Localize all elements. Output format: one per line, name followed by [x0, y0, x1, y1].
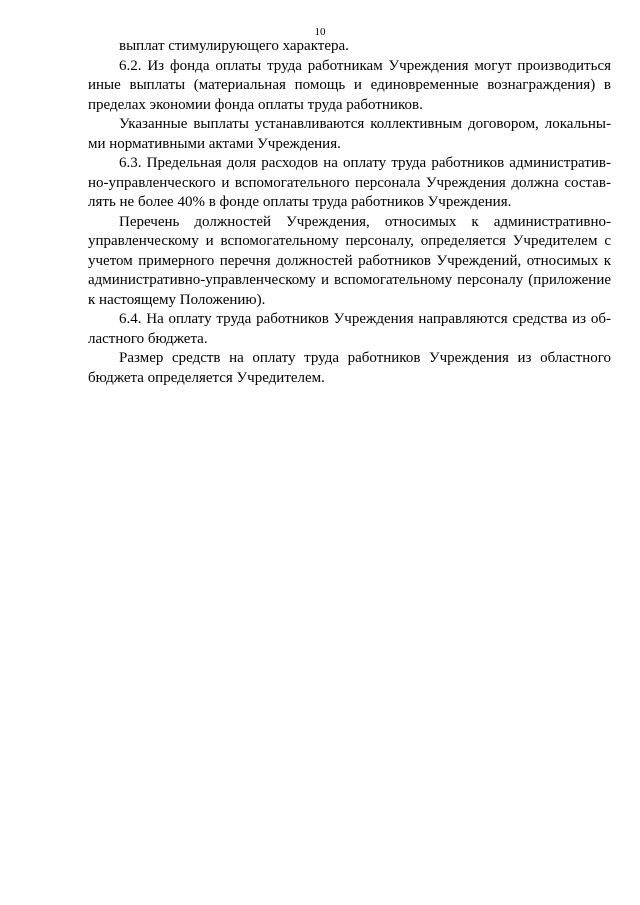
text-line: бюджета определяется Учредителем. [88, 369, 325, 386]
text-line: к настоящему Положению). [88, 291, 266, 308]
page-number: 10 [314, 26, 326, 38]
text-line: 6.4. На оплату труда работников Учреждения направляются средства из об- [119, 311, 611, 327]
text-line: учетом примерного перечня должностей работников Учреждений, относимых к [88, 252, 611, 269]
text-line: административно-управленческому и вспомогательному персоналу (приложение [88, 272, 611, 288]
text-line: ластного бюджета. [88, 330, 208, 347]
text-line: ми нормативными актами Учреждения. [88, 135, 341, 152]
text-line: выплат стимулирующего характера. [119, 38, 349, 54]
text-line: 6.2. Из фонда оплаты труда работникам Учреждения могут производиться [119, 57, 611, 74]
text-line: управленческому и вспомогательному персоналу, определяется Учредителем с [88, 233, 611, 249]
text-line: но-управленческого и вспомогательного персонала Учреждения должна состав- [88, 174, 611, 191]
document-body [88, 37, 611, 388]
text-line: 6.3. Предельная доля расходов на оплату труда работников административ- [119, 155, 611, 171]
text-line: Перечень должностей Учреждения, относимых к административно- [119, 213, 611, 230]
text-line: пределах экономии фонда оплаты труда работников. [88, 96, 423, 113]
text-line: Размер средств на оплату труда работников Учреждения из областного [119, 350, 611, 366]
text-line: Указанные выплаты устанавливаются коллективным договором, локальны- [119, 116, 611, 132]
text-line: лять не более 40% в фонде оплаты труда работников Учреждения. [88, 194, 512, 210]
text-line: иные выплаты (материальная помощь и единовременные вознаграждения) в [88, 77, 611, 93]
